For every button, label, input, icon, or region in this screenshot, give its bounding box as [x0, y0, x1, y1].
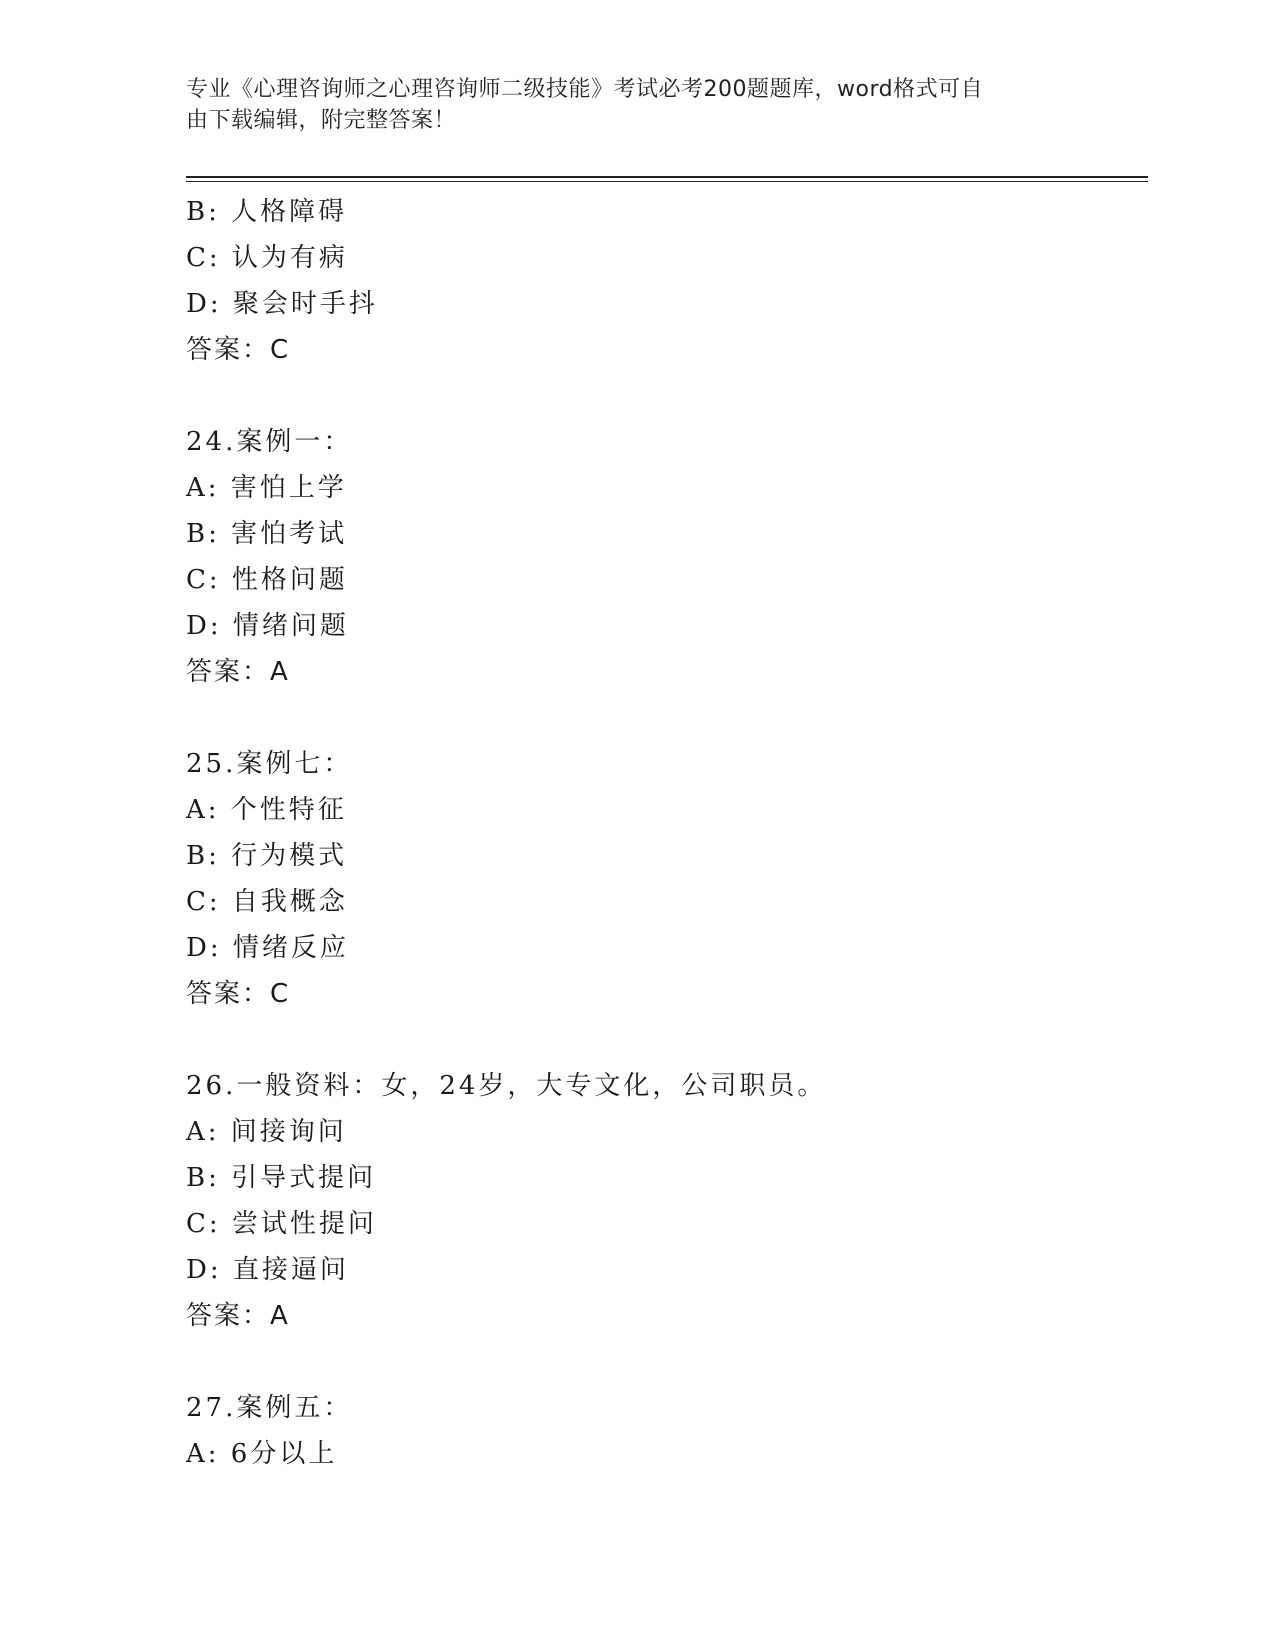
- header-line-2: 由下载编辑，附完整答案！: [186, 108, 457, 133]
- question-stem: 26.一般资料：女，24岁，大专文化，公司职员。: [186, 1071, 827, 1101]
- header-rule-thick: [186, 176, 1148, 178]
- question-block-25: [186, 741, 1146, 1017]
- question-block-24: [186, 419, 1146, 695]
- document-header: [186, 74, 1066, 136]
- header-line-1: 专业《心理咨询师之心理咨询师二级技能》考试必考200题题库，word格式可自: [186, 77, 984, 102]
- answer-line: 答案：C: [186, 979, 291, 1009]
- header-rule-thin: [186, 181, 1148, 182]
- option-c: C: 认为有病: [186, 243, 348, 273]
- question-list: [186, 189, 1146, 1477]
- option-d: D: 情绪问题: [186, 611, 349, 641]
- option-d: D: 情绪反应: [186, 933, 349, 963]
- option-a: A: 6分以上: [186, 1439, 338, 1469]
- question-block-23: [186, 189, 1146, 373]
- option-c: C: 性格问题: [186, 565, 348, 595]
- option-d: D: 直接逼问: [186, 1255, 349, 1285]
- question-block-27: [186, 1385, 1146, 1477]
- question-block-26: [186, 1063, 1146, 1339]
- option-c: C: 尝试性提问: [186, 1209, 377, 1239]
- option-b: B: 害怕考试: [186, 519, 348, 549]
- option-a: A: 间接询问: [186, 1117, 347, 1147]
- question-stem: 25.案例七：: [186, 749, 353, 779]
- answer-line: 答案：C: [186, 335, 291, 365]
- option-d: D: 聚会时手抖: [186, 289, 378, 319]
- option-a: A: 害怕上学: [186, 473, 347, 503]
- question-stem: 27.案例五：: [186, 1393, 353, 1423]
- option-c: C: 自我概念: [186, 887, 348, 917]
- option-b: B: 行为模式: [186, 841, 348, 871]
- option-a: A: 个性特征: [186, 795, 347, 825]
- answer-line: 答案：A: [186, 1301, 290, 1331]
- option-b: B: 人格障碍: [186, 197, 348, 227]
- question-stem: 24.案例一：: [186, 427, 353, 457]
- answer-line: 答案：A: [186, 657, 290, 687]
- option-b: B: 引导式提问: [186, 1163, 377, 1193]
